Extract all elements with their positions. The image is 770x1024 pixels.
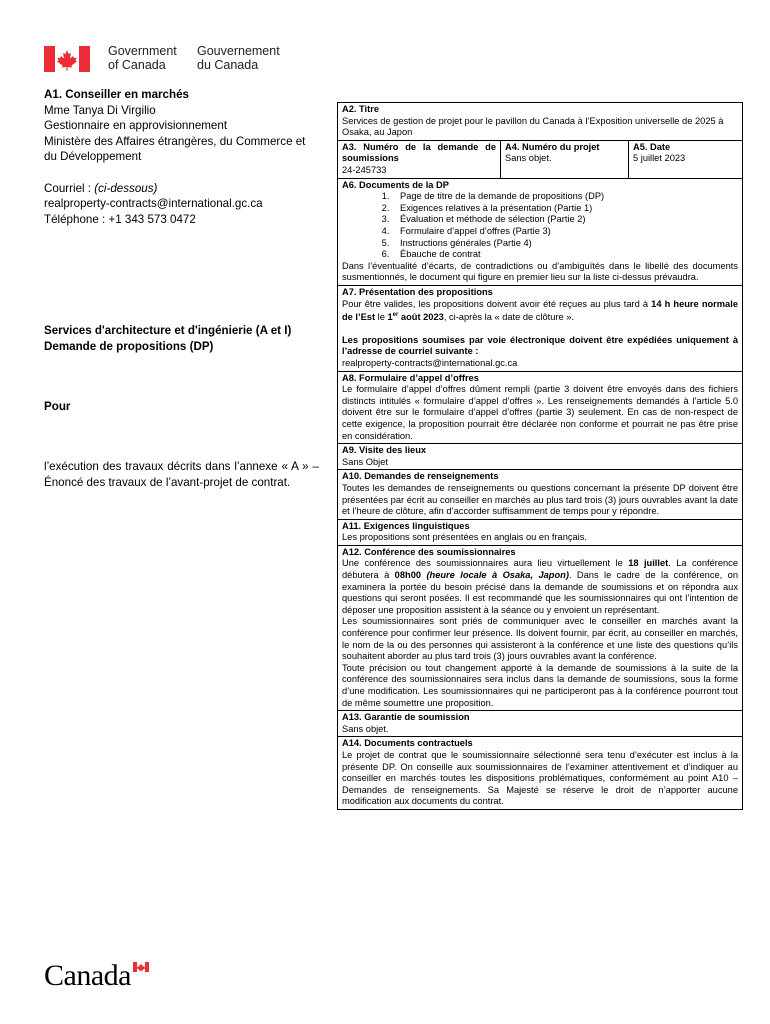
contact-phone: Téléphone : +1 343 573 0472: [44, 212, 196, 226]
rfp-title: Demande de propositions (DP): [44, 339, 214, 353]
a1-heading: A1. Conseiller en marchés: [44, 88, 189, 101]
execution-text: l’exécution des travaux décrits dans l’annexe « A » – Énoncé des travaux de l’avant-projet de contrat.: [44, 460, 319, 489]
list-item: 6. Ébauche de contrat: [392, 249, 738, 261]
government-signature: [44, 44, 344, 74]
a7-row: A7. Présentation des propositions Pour être valides, les propositions doivent avoir été reçues au plus tard à 14 h heure normale de l’Est le 1er août 2023, ci-après la « date de clôture ». Les propositions soumises par voie électronique doivent être expédiées uniquement à l’adresse de courriel suivante : realproperty-contracts@international.gc.ca: [338, 285, 742, 371]
a2-row: A2. Titre Services de gestion de projet pour le pavillon du Canada à l’Exposition universelle de 2025 à Osaka, au Japon: [342, 104, 724, 138]
list-item: 1. Page de titre de la demande de propositions (DP): [392, 191, 738, 203]
list-item: 4. Formulaire d’appel d’offres (Partie 3): [392, 226, 738, 238]
service-title-block: [44, 323, 319, 354]
contact-role: Gestionnaire en approvisionnement: [44, 119, 228, 132]
gouvernement-du-canada-text: Gouvernement du Canada: [197, 44, 280, 72]
pour-text: Pour: [44, 400, 71, 413]
contracting-officer-block: [44, 87, 319, 227]
service-title: Services d'architecture et d'ingénierie (A et I): [44, 324, 292, 337]
canada-flag-icon: [44, 46, 90, 72]
a13-row: A13. Garantie de soumission Sans objet.: [338, 710, 742, 736]
rfp-details-table: [337, 102, 743, 810]
contact-email: realproperty-contracts@international.gc.ca: [44, 197, 263, 210]
contact-name: Mme Tanya Di Virgilio: [44, 103, 156, 117]
a11-row: A11. Exigences linguistiques Les propositions sont présentées en anglais ou en français.: [338, 519, 742, 545]
a14-row: A14. Documents contractuels Le projet de contrat que le soumissionnaire sélectionné sera tenu d’exécuter est inclus à la présente DP. On conseille aux soumissionnaires de l’examiner attentivement et d’indiquer au conseiller en marchés toutes les dispositions problématiques, conformément au point A10 – Demandes de renseignements. Sa Majesté se réserve le droit de n’apporter aucune modification aux documents du contrat.: [338, 736, 742, 809]
canada-wordmark-text: Canada: [44, 959, 131, 992]
list-item: 2. Exigences relatives à la présentation (Partie 1): [392, 203, 738, 215]
a10-row: A10. Demandes de renseignements Toutes les demandes de renseignements ou questions concernant la présente DP doivent être présentées par écrit au conseiller en marchés au plus tard trois (3) jours ouvrables avant la date et l’heure de clôture, afin d’accorder suffisamment de temps pour y répondre.: [338, 469, 742, 518]
list-item: 5. Instructions générales (Partie 4): [392, 238, 738, 250]
contact-department: Ministère des Affaires étrangères, du Commerce et du Développement: [44, 134, 306, 163]
a5-cell: A5. Date 5 juillet 2023: [633, 141, 686, 164]
a4-cell: A4. Numéro du projet Sans objet.: [501, 141, 629, 178]
a12-row: A12. Conférence des soumissionnaires Une conférence des soumissionnaires aura lieu virtuellement le 18 juillet. La conférence débutera à 08h00 (heure locale à Osaka, Japon). Dans le cadre de la conférence, on examinera la portée du besoin précisé dans la demande de soumissions et on répondra aux questions qui seront posées. Il est recommandé que les soumissionnaires qui ont l’intention de déposer une proposition assistent à la séance ou y envoient un représentant. Les soumissionnaires sont priés de communiquer avec le conseiller en marchés avant la conférence pour confirmer leur présence. Ils doivent fournir, par écrit, au conseiller en marchés, le nom de la ou des personnes qui assisteront à la conférence et une liste des questions qu’ils souhaitent aborder au plus tard trois (3) jours ouvrables avant la conférence. Toute précision ou tout changement apporté à la demande de soumissions à la suite de la conférence des soumissionnaires sera inclus dans la demande de soumissions, sous la forme d’une modification. Les soumissionnaires qui ne participeront pas à la conférence pourront tout de même soumettre une proposition.: [338, 545, 742, 710]
a9-row: A9. Visite des lieux Sans Objet: [338, 443, 742, 469]
government-of-canada-text: Government of Canada: [108, 44, 177, 72]
email-label: Courriel : (ci-dessous): [44, 181, 158, 195]
canada-wordmark: [44, 958, 154, 992]
list-item: 3. Évaluation et méthode de sélection (Partie 2): [392, 214, 738, 226]
a6-row: A6. Documents de la DP 1. Page de titre de la demande de propositions (DP) 2. Exigences relatives à la présentation (Partie 1) 3. Évaluation et méthode de sélection (Partie 2) 4. Formulaire d’appel d’offres (Partie 3) 5. Instructions générales (Partie 4) 6. Ébauche de contrat Dans l’éventualité d’écarts, de contradictions ou d’ambiguïtés dans le libellé des documents susmentionnés, le document qui figure en premier lieu sur la liste ci-dessus prévaudra.: [338, 178, 742, 285]
a3-a4-a5-row: [338, 140, 742, 178]
a8-row: A8. Formulaire d’appel d’offres Le formulaire d’appel d’offres dûment rempli (partie 3 doivent être envoyés dans des fichiers distincts intitulés « formulaire d’appel d’offres ». Les renseignements demandés à l’article 5.0 doivent être sur le formulaire d’appel d’offres (partie 3) seulement. En cas de non-respect de cette exigence, la proposition pourrait être déclarée non conforme et pourrait ne pas être prise en considération.: [338, 371, 742, 444]
a6-document-list: [342, 191, 738, 261]
submission-email: realproperty-contracts@international.gc.ca: [342, 357, 518, 368]
a3-cell: A3. Numéro de la demande de soumissions 24-245733: [338, 141, 501, 178]
